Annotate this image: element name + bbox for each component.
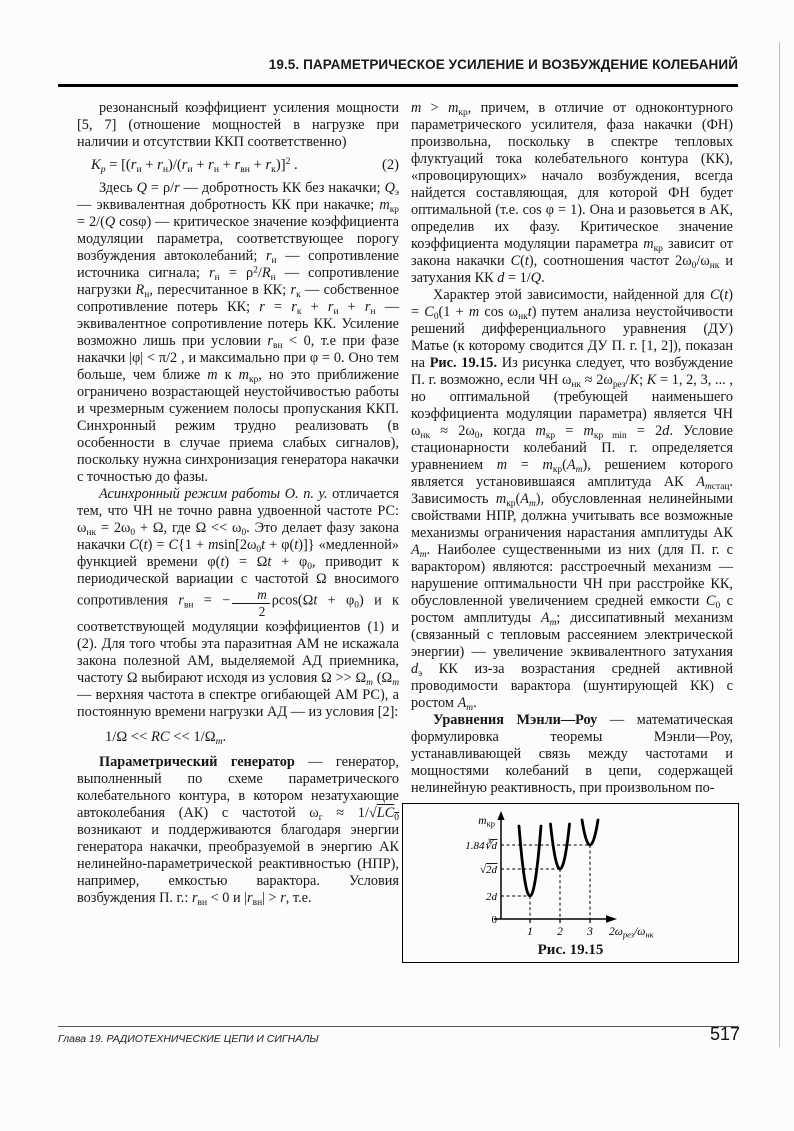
section-title: 19.5. ПАРАМЕТРИЧЕСКОЕ УСИЛЕНИЕ И ВОЗБУЖДЕНИЕ КОЛЕБАНИЙ xyxy=(268,57,738,72)
header-rule xyxy=(58,84,738,87)
x-axis-label: $2\omega_{рез}/\omega_{нк}$ xyxy=(609,926,654,940)
text-columns xyxy=(77,100,733,963)
svg-text:√2d: √2d xyxy=(479,864,497,876)
mathieu-stability-chart xyxy=(403,809,738,941)
running-header xyxy=(58,57,738,72)
footer-page-number: 517 xyxy=(709,1024,740,1044)
svg-text:0: 0 xyxy=(491,914,497,926)
figure-19-15 xyxy=(402,803,739,963)
y-axis-label: $m_{кр}$ xyxy=(478,815,495,829)
svg-text:2d: 2d xyxy=(486,891,497,903)
paragraph-async-mode: Асинхронный режим работы О. п. у. отличается тем, что ЧН не точно равна удвоенной частоте РС: $\omega_{нк} = 2\omega_0 + \Omega$, где $\Omega << \omega_0$. Это делает фазу закона накачки $C(t) = C\{1 + msin[2\omega_0t + \varphi(t)]\}$ «медленной» функцией времени $\varphi(t) = \Omega t + \varphi_0$, приводит к периодической вариации с частотой Ω вносимого сопротивления $r_{вн}$ = − $\frac{m}{2}$ $\rho\cos(\Omega t + \varphi_0)$ и к соответствующей модуляции коэффициентов (1) и (2). Для того чтобы эта паразитная АМ не искажала закона полезной АМ, выделяемой АД приемника, частоту Ω выбирают исходя из условия $\Omega >> \Omega_m$ ($\Omega_m$ — верхняя частота в спектре огибающей АМ РС), а постоянную времени нагрузки АД — из условия [2]: xyxy=(77,486,400,720)
figure-caption: Рис. 19.15 xyxy=(537,942,604,958)
svg-text:2: 2 xyxy=(557,926,563,938)
paragraph-m-greater-mkr: $m > m_{кр}$, причем, в отличие от одноконтурного параметрического усилителя, фаза накачки (ФН) произвольна, поскольку в спектре тепловых флуктуаций тока колебательного контура (КК), «провоцирующих» начало возбуждения, всегда найдется составляющая, для которой ФН будет оптимальной (т.е. cos φ = 1). Она и разовьется в АК, определив их фазу. Критическое значение коэффициента модуляции параметра $m_{кр}$ зависит от закона накачки C(t), соотношения частот $2\omega_0/\omega_{нк}$ и затухания КК d = 1/Q. xyxy=(411,100,733,286)
equation-2 xyxy=(91,157,399,174)
paragraph-parametric-generator: Параметрический генератор — генератор, выполненный по схеме параметрического колебательного контура, в котором незатухающие автоколебания (АК) с частотой $\omega_г \approx 1/√LC_0$ возникают и поддерживаются благодаря энергии генератора накачки, преобразуемой в энергию АК нелинейно-параметрической реактивностью (НПР), например, емкостью варактора. Условия возбуждения П. г.: $r_{вн} < 0$ и $|r_{вн}| > r$, т.е. xyxy=(77,753,399,908)
paragraph-manley-rowe: Уравнения Мэнли—Роу — математическая формулировка теоремы Мэнли—Роу, устанавливающей связь между частотами и мощностями колебаний в цепи, содержащей нелинейную реактивность, при произвольном по- xyxy=(411,712,733,796)
equation-rc-condition: 1/Ω << RC << $1/\Omega_m$. xyxy=(105,728,227,747)
svg-text:3: 3 xyxy=(587,926,593,938)
svg-text:1: 1 xyxy=(527,926,533,938)
left-column xyxy=(77,100,399,907)
right-column xyxy=(411,100,733,963)
equation-2-number: (2) xyxy=(381,157,399,173)
paragraph-resonant-gain: резонансный коэффициент усиления мощности [5, 7] (отношение мощностей в нагрузке при наличии и отсутствии ККП соответственно) xyxy=(77,100,399,150)
scan-edge-artifact xyxy=(779,42,780,1047)
paragraph-definitions: Здесь Q = ρ/r — добротность КК без накачки; $Q_э$ — эквивалентная добротность КК при накачке; $m_{кр} = 2/(Q$ cosφ) — критическое значение коэффициента модуляции параметра, соответствующее порогу возбуждения автоколебаний; $r_и$ — сопротивление источника сигнала; $r_н = \rho^2/R_н$ — сопротивление нагрузки $R_н$, пересчитанное в КК; $r_к$ — собственное сопротивление потерь КК; $r = r_к + r_и + r_н$ — эквивалентное сопротивление потерь КК. Усиление возможно лишь при условии $r_{вн} < 0$, т.е при фазе накачки |φ| < π/2 , и максимально при φ = 0. Оно тем больше, чем ближе m к $m_{кр}$, но это приближение ограничено возрастающей неустойчивостью работы и чрезмерным сужением полосы пропускания ККП. Синхронный режим трудно реализовать (в особенности в случае приема слабых сигналов), поскольку нужна синхронизация генератора накачки с точностью до фазы. xyxy=(77,180,400,485)
equation-2-formula: $K_p = [(r_и + r_н)/(r_и + r_н + r_{вн} + r_к)]^2$ . xyxy=(91,156,298,175)
footer-chapter-title: Глава 19. РАДИОТЕХНИЧЕСКИЕ ЦЕПИ И СИГНАЛЫ xyxy=(58,1033,319,1045)
svg-text:1.84∛d: 1.84∛d xyxy=(465,840,497,852)
footer-rule xyxy=(58,1026,738,1027)
paragraph-mathieu-dependence: Характер этой зависимости, найденной для $C(t) = C_0(1 + m$ $\cos \omega_{нк}t$) путем анализа неустойчивости решений дифференциального уравнения (ДУ) Матье (к которому сводится ДУ П. г. [1, 2]), показан на Рис. 19.15. Из рисунка следует, что возбуждение П. г. возможно, если ЧН $\omega_{нк} \approx 2\omega_{рез}/K$; K = 1, 2, 3, ... , но оптимальной (требующей наименьшего коэффициента модуляции параметра) является ЧН $\omega_{нк} \approx 2\omega_0$, когда $m_{кр} = m_{кр min} = 2d$. Условие стационарности колебаний П. г. определяется уравнением $m = m_{кр}(A_m)$, решением которого является установившаяся амплитуда АК $A_{mстац}$. Зависимость $m_{кр}(A_m)$, обусловленная нелинейными свойствами НПР, должна учитывать все возможные механизмы ограничения нарастания амплитуды АК $A_m$. Наиболее существенными из них (для П. г. с варактором) являются: расстроечный механизм — нарушение оптимальности ЧН при расстройке КК, обусловленной увеличением средней емкости $C_0$ с ростом амплитуды $A_m$; диссипативный механизм (связанный с тепловым рассеянием электрической энергии) — увеличение эквивалентного затухания $d_э$ КК из-за возрастания средней активной проводимости варактора (шунтирующей КК) с ростом $A_m$. xyxy=(411,287,733,713)
